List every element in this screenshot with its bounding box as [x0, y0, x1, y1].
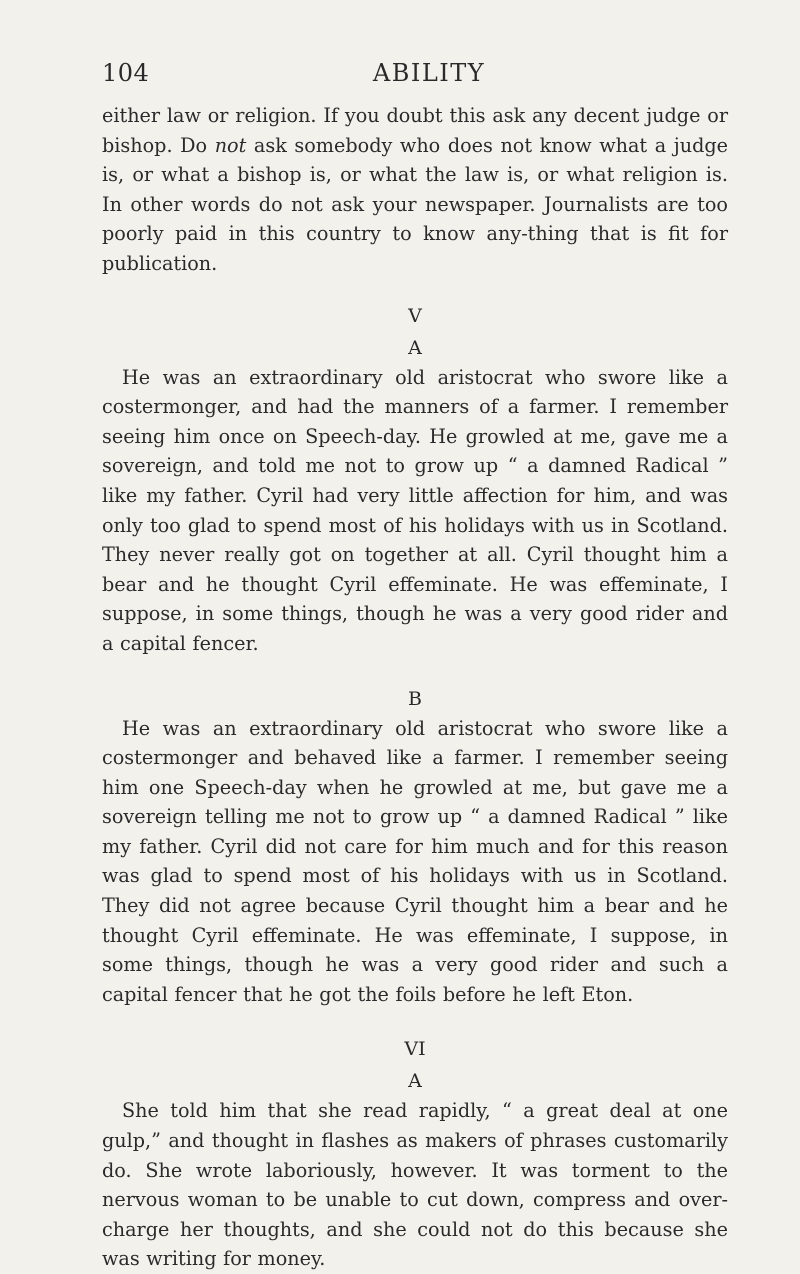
paragraph-vi-a: She told him that she read rapidly, “ a great deal at one gulp,” and thought in flashes as makers of phrases customarily do. She wrote laboriously, however. It was torment to the nervous woman to be unable to cut down, compress and over-charge her thoughts, and she could not do this because she was writing for money.	[102, 1099, 728, 1271]
subheading-v-a: A	[408, 336, 422, 359]
running-title: ABILITY	[372, 59, 486, 87]
paragraph-opening-part-1: either law or religion. If you doubt this ask any decent judge or bishop. Do	[102, 104, 728, 157]
paragraph-v-b: He was an extraordinary old aristocrat who swore like a costermonger and behaved like a farmer. I remember seeing him one Speech-day when he growled at me, but gave me a sovereign telling me not to grow up “ a damned Radical ” like my father. Cyril did not care for him much and for this reason was glad to spend most of his holidays with us in Scotland. They did not agree because Cyril thought him a bear and he thought Cyril effeminate. He was effeminate, I suppose, in some things, though he was a very good rider and such a capital fencer that he got the foils before he left Eton.	[102, 716, 728, 1006]
subheading-vi-a: A	[408, 1070, 422, 1093]
running-head	[102, 55, 728, 91]
paragraph-opening-part-3: ask somebody who does not know what a judge is, or what a bishop is, or what the law is, or what religion is. In other words do not ask your newspaper. Journalists are too poorly paid in this country to know any-thing that is fit for publication.	[102, 133, 728, 275]
section-heading-vi: VI	[404, 1038, 426, 1061]
page-number: 104	[102, 59, 150, 87]
subheading-v-b: B	[408, 687, 422, 710]
paragraph-v-a: He was an extraordinary old aristocrat who swore like a costermonger, and had the manners of a farmer. I remember seeing him once on Speech-day. He growled at me, gave me a sovereign, and told me not to grow up “ a damned Radical ” like my father. Cyril had very little affection for him, and was only too glad to spend most of his holidays with us in Scotland. They never really got on together at all. Cyril thought him a bear and he thought Cyril effeminate. He was effeminate, I suppose, in some things, though he was a very good rider and a capital fencer.	[102, 365, 728, 655]
paragraph-opening	[102, 101, 728, 279]
page-body	[102, 55, 728, 1274]
section-heading-v: V	[408, 304, 422, 327]
emphasis-not: not	[214, 133, 247, 157]
